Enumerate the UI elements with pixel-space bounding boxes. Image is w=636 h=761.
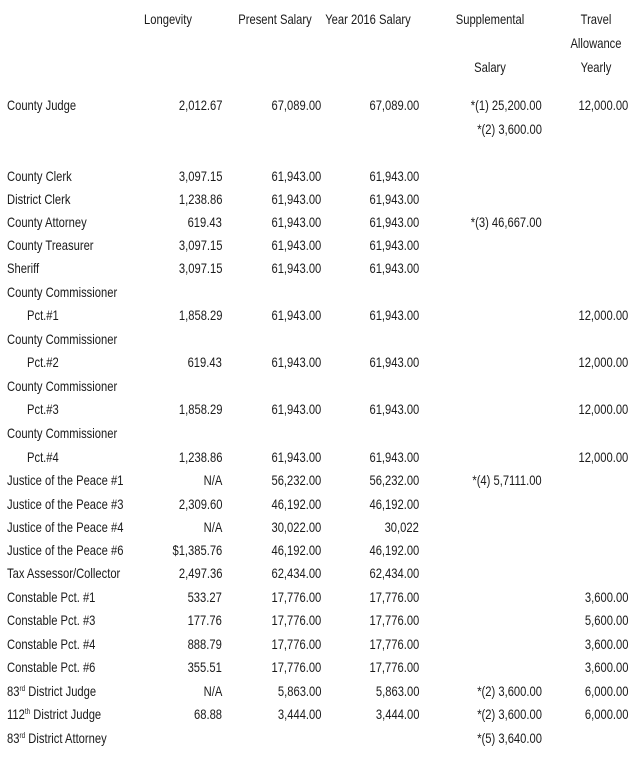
supplemental-salary-cell: *(1) 25,200.00 — [471, 97, 542, 113]
present-salary-cell: 61,943.00 — [271, 237, 321, 253]
travel-allowance-cell: 6,000.00 — [584, 683, 628, 699]
year-2016-salary-cell: 61,943.00 — [369, 401, 419, 417]
supplemental-salary-cell: *(4) 5,7111.00 — [472, 472, 542, 488]
year-2016-salary-cell: 61,943.00 — [369, 237, 419, 253]
header-longevity: Longevity — [144, 11, 192, 27]
year-2016-salary-cell: 5,863.00 — [375, 683, 419, 699]
row-label: Constable Pct. #6 — [7, 659, 96, 675]
label-text: District Judge — [25, 683, 97, 699]
year-2016-salary-cell: 3,444.00 — [375, 706, 419, 722]
label-ordinal-suffix: rd — [19, 731, 26, 740]
header-yearly: Yearly — [580, 59, 612, 75]
supplemental-salary-cell: *(2) 3,600.00 — [477, 706, 542, 722]
row-label: Sheriff — [7, 260, 40, 276]
year-2016-salary-cell: 61,943.00 — [369, 191, 419, 207]
present-salary-cell: 46,192.00 — [271, 496, 321, 512]
longevity-cell: 355.51 — [187, 659, 222, 675]
longevity-cell: 2,012.67 — [178, 97, 222, 113]
row-label: Justice of the Peace #4 — [7, 519, 124, 535]
row-label: County Commissioner — [7, 378, 118, 394]
header-travel: Travel — [580, 11, 612, 27]
row-label: Pct.#3 — [27, 401, 59, 417]
year-2016-salary-cell: 30,022 — [384, 519, 419, 535]
row-label: Pct.#1 — [27, 307, 59, 323]
row-label: County Treasurer — [7, 237, 94, 253]
travel-allowance-cell: 12,000.00 — [578, 307, 628, 323]
present-salary-cell: 56,232.00 — [271, 472, 321, 488]
year-2016-salary-cell: 17,776.00 — [369, 589, 419, 605]
row-label: County Commissioner — [7, 425, 118, 441]
longevity-cell: 2,309.60 — [178, 496, 222, 512]
longevity-cell: 1,238.86 — [178, 191, 222, 207]
present-salary-cell: 30,022.00 — [271, 519, 321, 535]
longevity-cell: 619.43 — [187, 214, 222, 230]
travel-allowance-cell: 3,600.00 — [584, 589, 628, 605]
year-2016-salary-cell: 46,192.00 — [369, 542, 419, 558]
present-salary-cell: 61,943.00 — [271, 449, 321, 465]
row-label: County Commissioner — [7, 331, 118, 347]
present-salary-cell: 62,434.00 — [271, 565, 321, 581]
header-allowance: Allowance — [570, 35, 622, 51]
header-year-2016-salary: Year 2016 Salary — [325, 11, 411, 27]
travel-allowance-cell: 12,000.00 — [578, 354, 628, 370]
present-salary-cell: 5,863.00 — [277, 683, 321, 699]
longevity-cell: 619.43 — [187, 354, 222, 370]
year-2016-salary-cell: 61,943.00 — [369, 354, 419, 370]
label-ordinal-suffix: th — [24, 707, 31, 716]
present-salary-cell: 17,776.00 — [271, 589, 321, 605]
label-number: 83 — [7, 730, 20, 746]
year-2016-salary-cell: 67,089.00 — [369, 97, 419, 113]
supplemental-salary-cell: *(5) 3,640.00 — [477, 730, 542, 746]
longevity-cell: 533.27 — [187, 589, 222, 605]
year-2016-salary-cell: 61,943.00 — [369, 214, 419, 230]
label-number: 83 — [7, 683, 20, 699]
supplemental-salary-cell: *(2) 3,600.00 — [477, 121, 542, 137]
row-label: District Clerk — [7, 191, 71, 207]
year-2016-salary-cell: 17,776.00 — [369, 612, 419, 628]
present-salary-cell: 61,943.00 — [271, 168, 321, 184]
longevity-cell: 3,097.15 — [178, 168, 222, 184]
travel-allowance-cell: 3,600.00 — [584, 636, 628, 652]
row-label: Pct.#4 — [27, 449, 59, 465]
travel-allowance-cell: 12,000.00 — [578, 97, 628, 113]
travel-allowance-cell: 5,600.00 — [584, 612, 628, 628]
row-label: Constable Pct. #3 — [7, 612, 96, 628]
row-label: Tax Assessor/Collector — [7, 565, 121, 581]
row-label: County Commissioner — [7, 284, 118, 300]
travel-allowance-cell: 3,600.00 — [584, 659, 628, 675]
row-label: Justice of the Peace #6 — [7, 542, 124, 558]
year-2016-salary-cell: 46,192.00 — [369, 496, 419, 512]
row-label: County Judge — [7, 97, 77, 113]
present-salary-cell: 61,943.00 — [271, 307, 321, 323]
present-salary-cell: 61,943.00 — [271, 354, 321, 370]
longevity-cell: $1,385.76 — [172, 542, 222, 558]
year-2016-salary-cell: 61,943.00 — [369, 168, 419, 184]
row-label — [7, 730, 107, 746]
year-2016-salary-cell: 17,776.00 — [369, 636, 419, 652]
row-label — [7, 683, 96, 699]
present-salary-cell: 61,943.00 — [271, 191, 321, 207]
present-salary-cell: 3,444.00 — [277, 706, 321, 722]
travel-allowance-cell: 6,000.00 — [584, 706, 628, 722]
year-2016-salary-cell: 56,232.00 — [369, 472, 419, 488]
longevity-cell: N/A — [203, 683, 222, 699]
year-2016-salary-cell: 61,943.00 — [369, 307, 419, 323]
label-number: 112 — [7, 706, 25, 722]
row-label: County Attorney — [7, 214, 87, 230]
present-salary-cell: 17,776.00 — [271, 612, 321, 628]
present-salary-cell: 61,943.00 — [271, 401, 321, 417]
longevity-cell: 3,097.15 — [178, 237, 222, 253]
row-label: Justice of the Peace #1 — [7, 472, 124, 488]
longevity-cell: 2,497.36 — [178, 565, 222, 581]
longevity-cell: 3,097.15 — [178, 260, 222, 276]
longevity-cell: N/A — [203, 519, 222, 535]
present-salary-cell: 17,776.00 — [271, 659, 321, 675]
longevity-cell: 1,858.29 — [178, 401, 222, 417]
longevity-cell: 177.76 — [187, 612, 222, 628]
longevity-cell: 1,238.86 — [178, 449, 222, 465]
header-present-salary: Present Salary — [238, 11, 312, 27]
supplemental-salary-cell: *(2) 3,600.00 — [477, 683, 542, 699]
label-text: District Attorney — [25, 730, 107, 746]
present-salary-cell: 61,943.00 — [271, 260, 321, 276]
travel-allowance-cell: 12,000.00 — [578, 449, 628, 465]
longevity-cell: N/A — [203, 472, 222, 488]
year-2016-salary-cell: 62,434.00 — [369, 565, 419, 581]
longevity-cell: 68.88 — [193, 706, 222, 722]
present-salary-cell: 67,089.00 — [271, 97, 321, 113]
row-label: Constable Pct. #4 — [7, 636, 96, 652]
year-2016-salary-cell: 61,943.00 — [369, 449, 419, 465]
present-salary-cell: 17,776.00 — [271, 636, 321, 652]
present-salary-cell: 61,943.00 — [271, 214, 321, 230]
present-salary-cell: 46,192.00 — [271, 542, 321, 558]
longevity-cell: 888.79 — [187, 636, 222, 652]
label-ordinal-suffix: rd — [19, 684, 26, 693]
row-label: County Clerk — [7, 168, 72, 184]
row-label: Pct.#2 — [27, 354, 59, 370]
header-supplemental-salary: Salary — [474, 59, 506, 75]
supplemental-salary-cell: *(3) 46,667.00 — [471, 214, 542, 230]
row-label: Justice of the Peace #3 — [7, 496, 124, 512]
row-label — [7, 706, 101, 722]
label-text: District Judge — [30, 706, 102, 722]
row-label: Constable Pct. #1 — [7, 589, 96, 605]
header-supplemental: Supplemental — [455, 11, 525, 27]
year-2016-salary-cell: 17,776.00 — [369, 659, 419, 675]
travel-allowance-cell: 12,000.00 — [578, 401, 628, 417]
longevity-cell: 1,858.29 — [178, 307, 222, 323]
year-2016-salary-cell: 61,943.00 — [369, 260, 419, 276]
